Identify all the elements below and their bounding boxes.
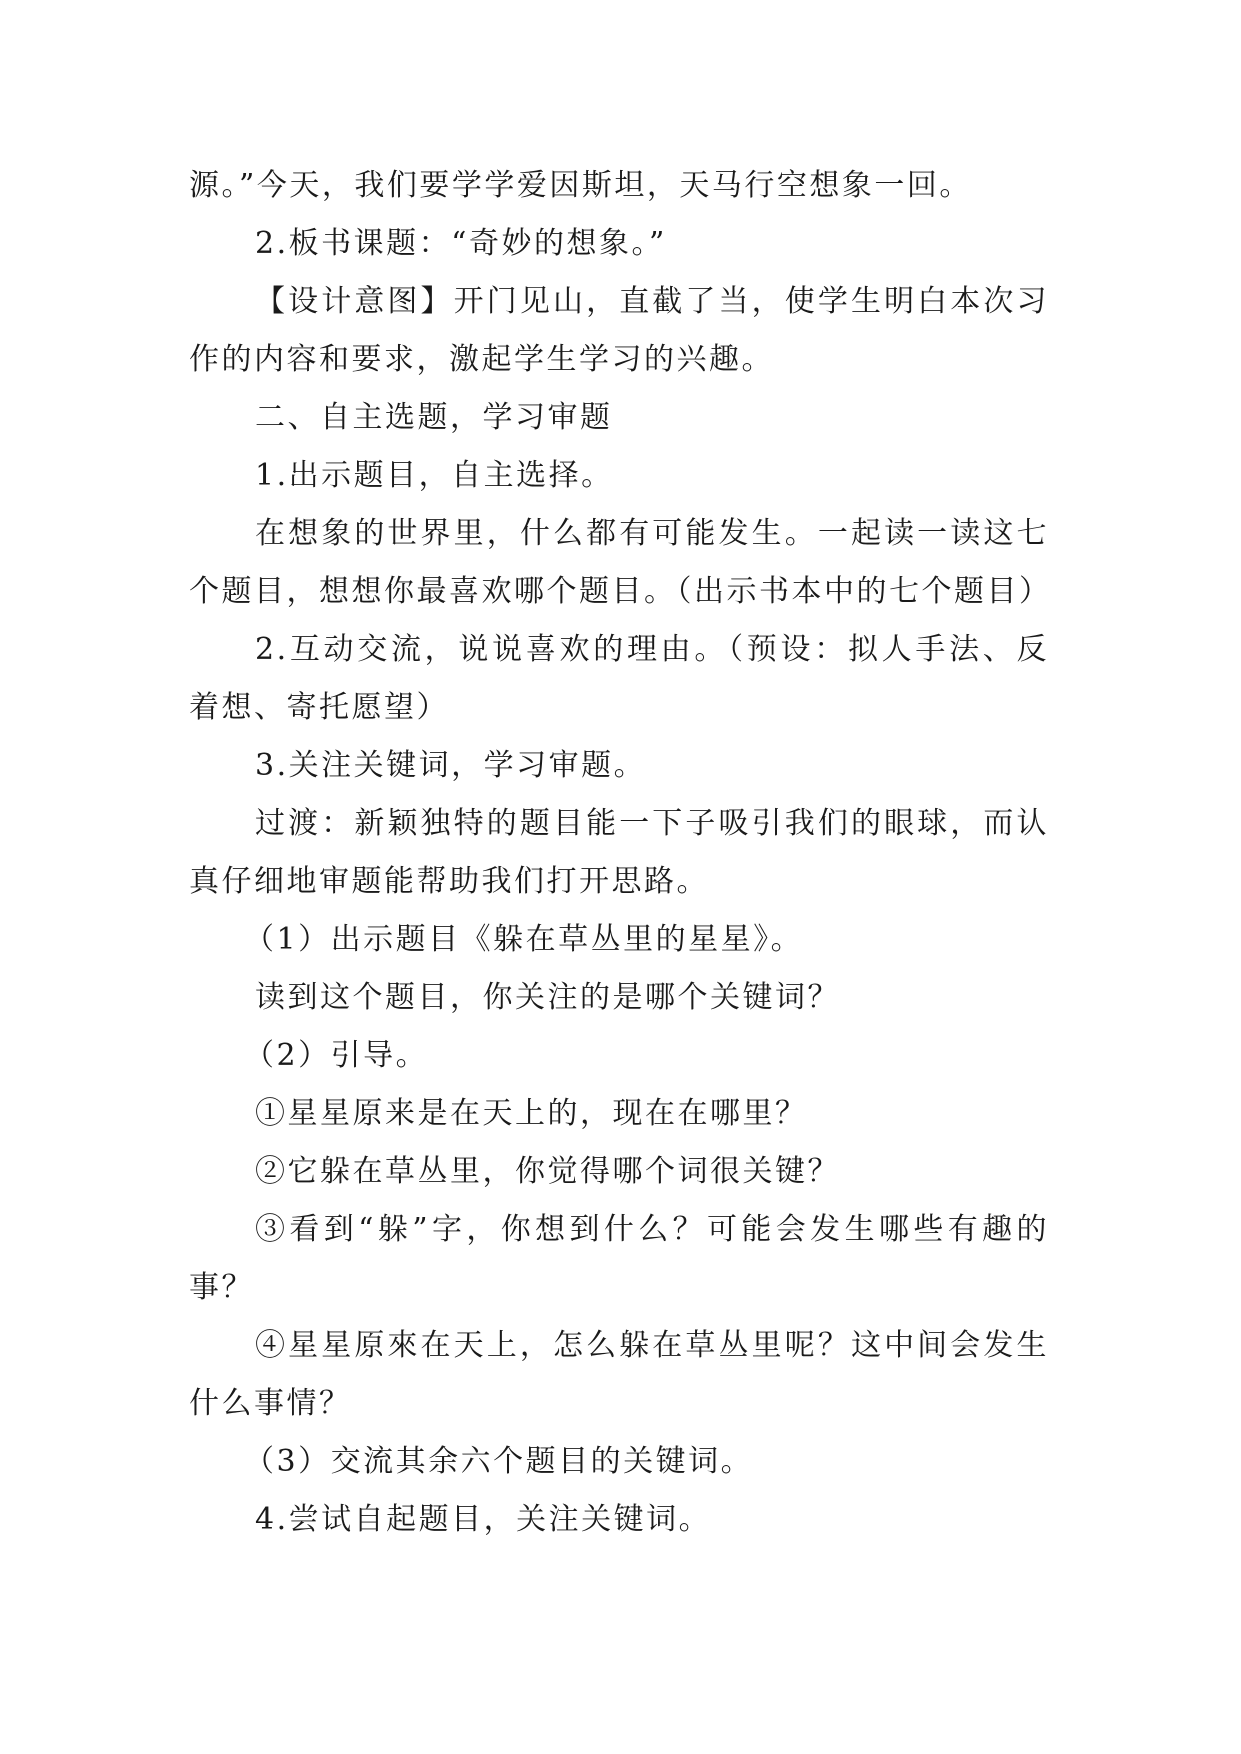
paragraph: （3）交流其余六个题目的关键词。 — [244, 1444, 754, 1479]
paragraph: 读到这个题目，你关注的是哪个关键词？ — [255, 980, 840, 1015]
paragraph: ②它躲在草丛里，你觉得哪个词很关键？ — [255, 1154, 840, 1189]
paragraph: ④星星原來在天上，怎么躲在草丛里呢？这中间会发生什么事情？ — [189, 1328, 1049, 1421]
paragraph: 1.出示题目，自主选择。 — [255, 458, 614, 493]
paragraph: 4.尝试自起题目，关注关键词。 — [255, 1502, 712, 1537]
section-heading: 二、自主选题，学习审题 — [255, 400, 613, 435]
paragraph: ③看到“躲”字，你想到什么？可能会发生哪些有趣的事？ — [189, 1212, 1049, 1305]
paragraph: ①星星原来是在天上的，现在在哪里？ — [255, 1096, 808, 1131]
paragraph: （2）引导。 — [244, 1038, 429, 1073]
paragraph: 2.互动交流，说说喜欢的理由。（预设：拟人手法、反着想、寄托愿望） — [189, 632, 1049, 725]
paragraph: 源。”今天，我们要学学爱因斯坦，天马行空想象一回。 — [189, 168, 972, 203]
paragraph: 2.板书课题：“奇妙的想象。” — [255, 226, 667, 261]
paragraph: 3.关注关键词，学习审题。 — [255, 748, 647, 783]
document-body — [189, 157, 1052, 1549]
paragraph: （1）出示题目《躲在草丛里的星星》。 — [244, 922, 804, 957]
paragraph: 过渡：新颖独特的题目能一下子吸引我们的眼球，而认真仔细地审题能帮助我们打开思路。 — [189, 806, 1049, 899]
paragraph: 在想象的世界里，什么都有可能发生。一起读一读这七个题目，想想你最喜欢哪个题目。（出示书本中的七个题目） — [189, 516, 1052, 609]
paragraph: 【设计意图】开门见山，直截了当，使学生明白本次习作的内容和要求，激起学生学习的兴趣。 — [189, 284, 1049, 377]
